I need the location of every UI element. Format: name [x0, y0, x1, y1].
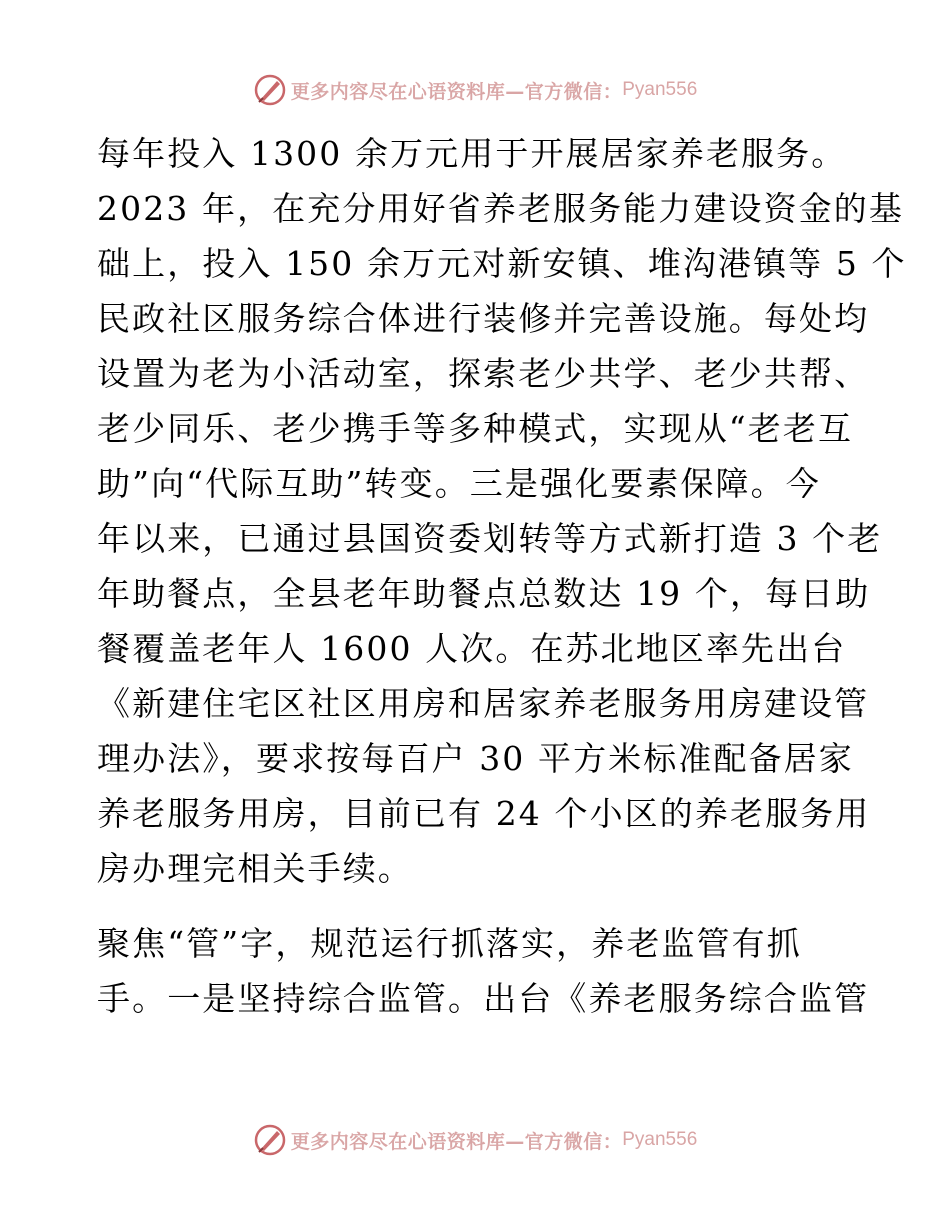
- text-line: 养老服务用房，目前已有 24 个小区的养老服务用: [97, 794, 871, 833]
- text-line: 老少同乐、老少携手等多种模式，实现从“老老互: [97, 409, 854, 448]
- text-line: 年助餐点，全县老年助餐点总数达 19 个，每日助: [97, 574, 871, 613]
- text-line: 餐覆盖老年人 1600 人次。在苏北地区率先出台: [97, 629, 847, 668]
- text-line: 房办理完相关手续。: [97, 849, 413, 888]
- text-line: 手。一是坚持综合监管。出台《养老服务综合监管: [97, 979, 870, 1018]
- watermark-wechat-id: Pyan556: [622, 1129, 698, 1150]
- text-line: 年以来，已通过县国资委划转等方式新打造 3 个老: [97, 519, 883, 558]
- text-line: 《新建住宅区社区用房和居家养老服务用房建设管: [97, 684, 870, 723]
- text-line: 助”向“代际互助”转变。三是强化要素保障。今: [97, 464, 821, 503]
- paragraph-spacer: [97, 896, 867, 916]
- watermark-text: 更多内容尽在心语资料库—官方微信：: [290, 80, 623, 103]
- watermark-text: 更多内容尽在心语资料库—官方微信：: [290, 1130, 623, 1153]
- text-line: 每年投入 1300 余万元用于开展居家养老服务。: [97, 134, 847, 173]
- paragraph-1: [97, 126, 907, 896]
- text-line: 设置为老为小活动室，探索老少共学、老少共帮、: [97, 354, 870, 393]
- watermark-wechat-id: Pyan556: [622, 79, 698, 100]
- paragraph-2: [97, 916, 870, 1026]
- text-line: 理办法》，要求按每百户 30 平方米标准配备居家: [97, 739, 854, 778]
- quill-logo-icon: [253, 1123, 287, 1157]
- text-line: 2023 年，在充分用好省养老服务能力建设资金的基: [97, 189, 904, 228]
- text-line: 础上，投入 150 余万元对新安镇、堆沟港镇等 5 个: [97, 244, 907, 283]
- text-line: 聚焦“管”字，规范运行抓落实，养老监管有抓: [97, 924, 802, 963]
- footer-watermark: [0, 1120, 950, 1160]
- document-body: [97, 126, 907, 1026]
- header-watermark: [0, 70, 950, 110]
- quill-logo-icon: [253, 73, 287, 107]
- text-line: 民政社区服务综合体进行装修并完善设施。每处均: [97, 299, 870, 338]
